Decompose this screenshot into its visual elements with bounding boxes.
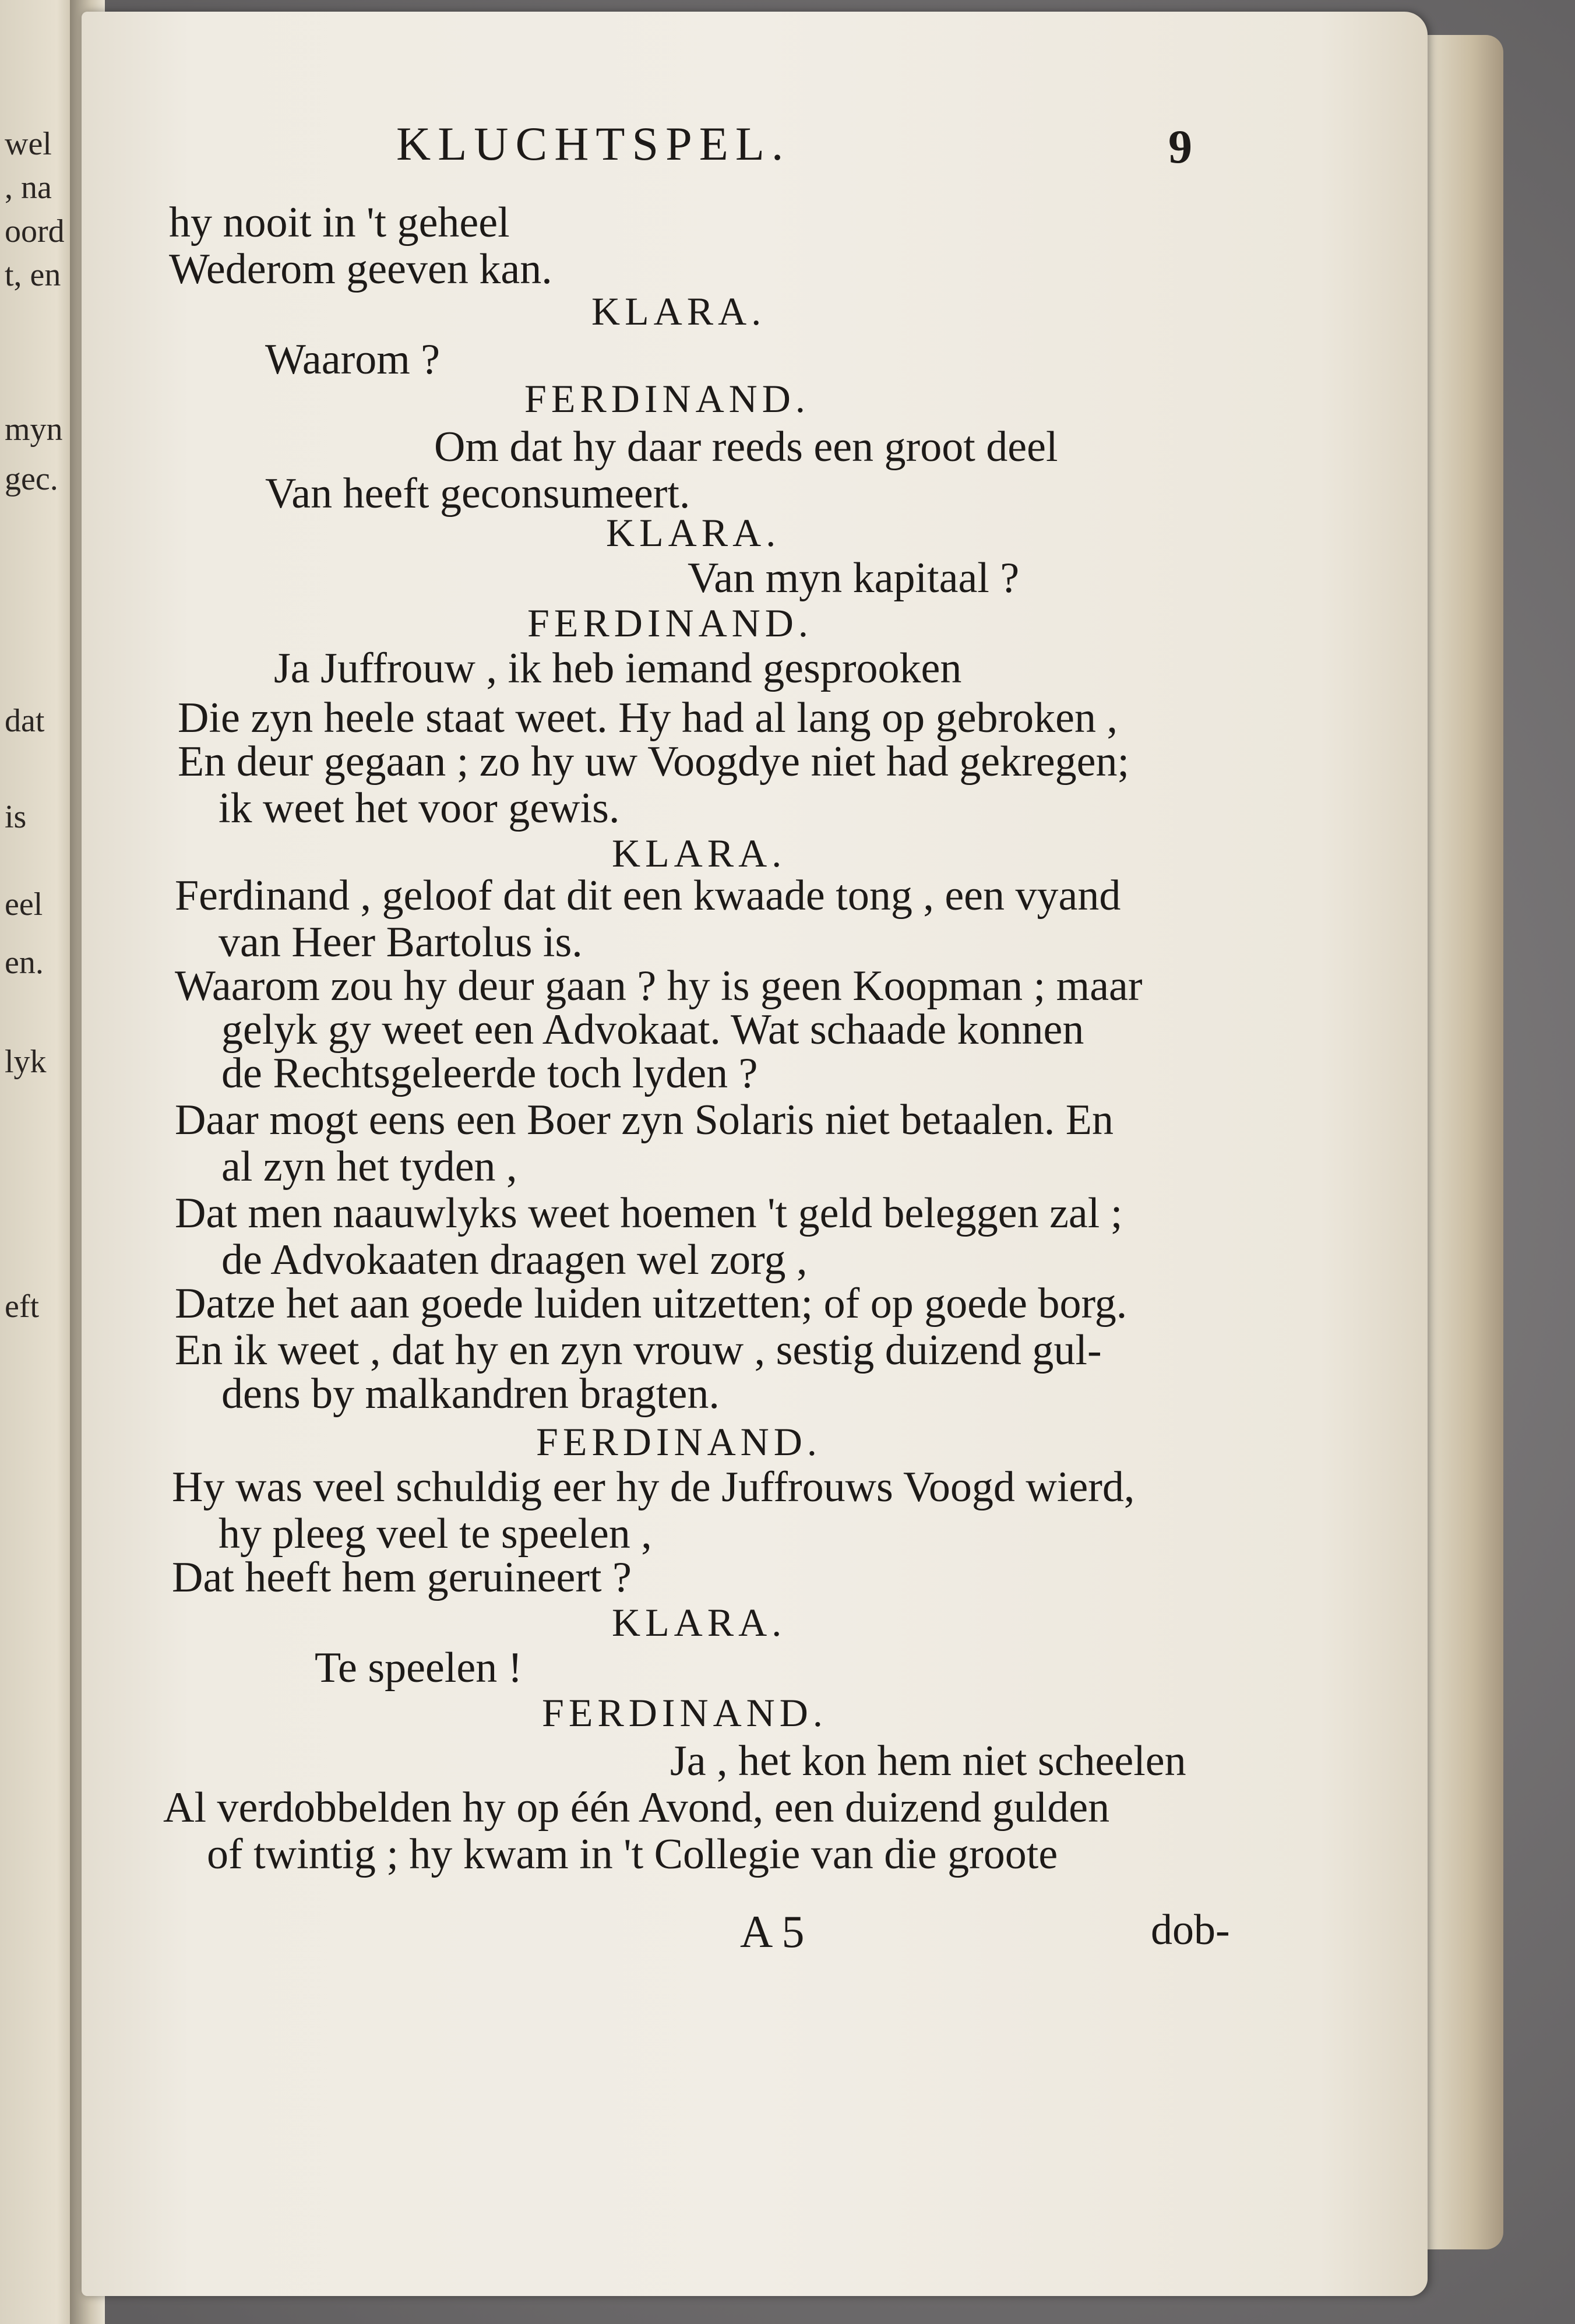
text-line: Te speelen ! <box>315 1644 523 1692</box>
text-line: hy nooit in 't geheel <box>169 199 510 247</box>
text-line: Waarom zou hy deur gaan ? hy is geen Koopman ; maar <box>175 962 1143 1010</box>
left-page-fragment: en. <box>5 945 44 981</box>
text-line: Van myn kapitaal ? <box>688 554 1020 602</box>
text-line: al zyn het tyden , <box>221 1143 517 1191</box>
left-page-fragment: oord <box>5 213 65 249</box>
text-line: dens by malkandren bragten. <box>221 1370 720 1418</box>
text-line: Wederom geeven kan. <box>169 245 552 293</box>
text-line: Dat heeft hem geruineert ? <box>172 1554 632 1601</box>
left-page-fragment: , na <box>5 170 52 206</box>
text-line: En deur gegaan ; zo hy uw Voogdye niet had gekregen; <box>178 738 1130 786</box>
text-line: Dat men naauwlyks weet hoemen 't geld beleggen zal ; <box>175 1189 1123 1237</box>
catchword: dob- <box>1151 1906 1230 1954</box>
text-line: de Rechtsgeleerde toch lyden ? <box>221 1050 758 1097</box>
text-line: hy pleeg veel te speelen , <box>219 1510 652 1558</box>
left-page-fragment: is <box>5 799 27 835</box>
speaker-name: KLARA. <box>612 1600 787 1645</box>
speaker-name: FERDINAND. <box>542 1691 827 1735</box>
page-number: 9 <box>1168 120 1192 173</box>
text-line: Die zyn heele staat weet. Hy had al lang op gebroken , <box>178 694 1118 742</box>
text-line: Ja , het kon hem niet scheelen <box>670 1737 1186 1785</box>
text-line: Hy was veel schuldig eer hy de Juffrouws Voogd wierd, <box>172 1463 1135 1511</box>
left-page-fragment: gec. <box>5 461 58 497</box>
text-line: de Advokaaten draagen wel zorg , <box>221 1236 808 1284</box>
text-line: En ik weet , dat hy en zyn vrouw , sestig duizend gul- <box>175 1326 1102 1374</box>
signature-mark: A 5 <box>740 1906 805 1957</box>
left-page-fragment: lyk <box>5 1044 47 1080</box>
speaker-name: KLARA. <box>606 510 781 555</box>
speaker-name: FERDINAND. <box>536 1420 822 1464</box>
text-line: Al verdobbelden hy op één Avond, een duizend gulden <box>163 1784 1110 1832</box>
left-page-fragment: eel <box>5 886 43 922</box>
text-line: Daar mogt eens een Boer zyn Solaris niet betaalen. En <box>175 1096 1114 1144</box>
text-line: Ferdinand , geloof dat dit een kwaade tong , een vyand <box>175 872 1121 920</box>
text-line: gelyk gy weet een Advokaat. Wat schaade konnen <box>221 1006 1084 1054</box>
text-line: van Heer Bartolus is. <box>219 918 583 966</box>
text-line: ik weet het voor gewis. <box>219 784 620 832</box>
text-line: Datze het aan goede luiden uitzetten; of op goede borg. <box>175 1280 1127 1328</box>
text-line: Om dat hy daar reeds een groot deel <box>434 423 1058 471</box>
left-page-fragment: eft <box>5 1288 40 1325</box>
text-line: Ja Juffrouw , ik heb iemand gesprooken <box>274 645 962 692</box>
left-page-fragment: t, en <box>5 257 61 293</box>
speaker-name: KLARA. <box>591 289 766 333</box>
left-page-fragment: dat <box>5 703 45 739</box>
speaker-name: FERDINAND. <box>527 601 813 645</box>
left-page-fragment: wel <box>5 126 52 162</box>
text-line: of twintig ; hy kwam in 't Collegie van die groote <box>207 1830 1058 1878</box>
speaker-name: KLARA. <box>612 831 787 875</box>
left-page-fragment: myn <box>5 411 63 448</box>
speaker-name: FERDINAND. <box>524 376 810 421</box>
text-line: Van heeft geconsumeert. <box>265 470 690 517</box>
running-head: KLUCHTSPEL. <box>396 117 791 170</box>
text-line: Waarom ? <box>265 336 441 383</box>
